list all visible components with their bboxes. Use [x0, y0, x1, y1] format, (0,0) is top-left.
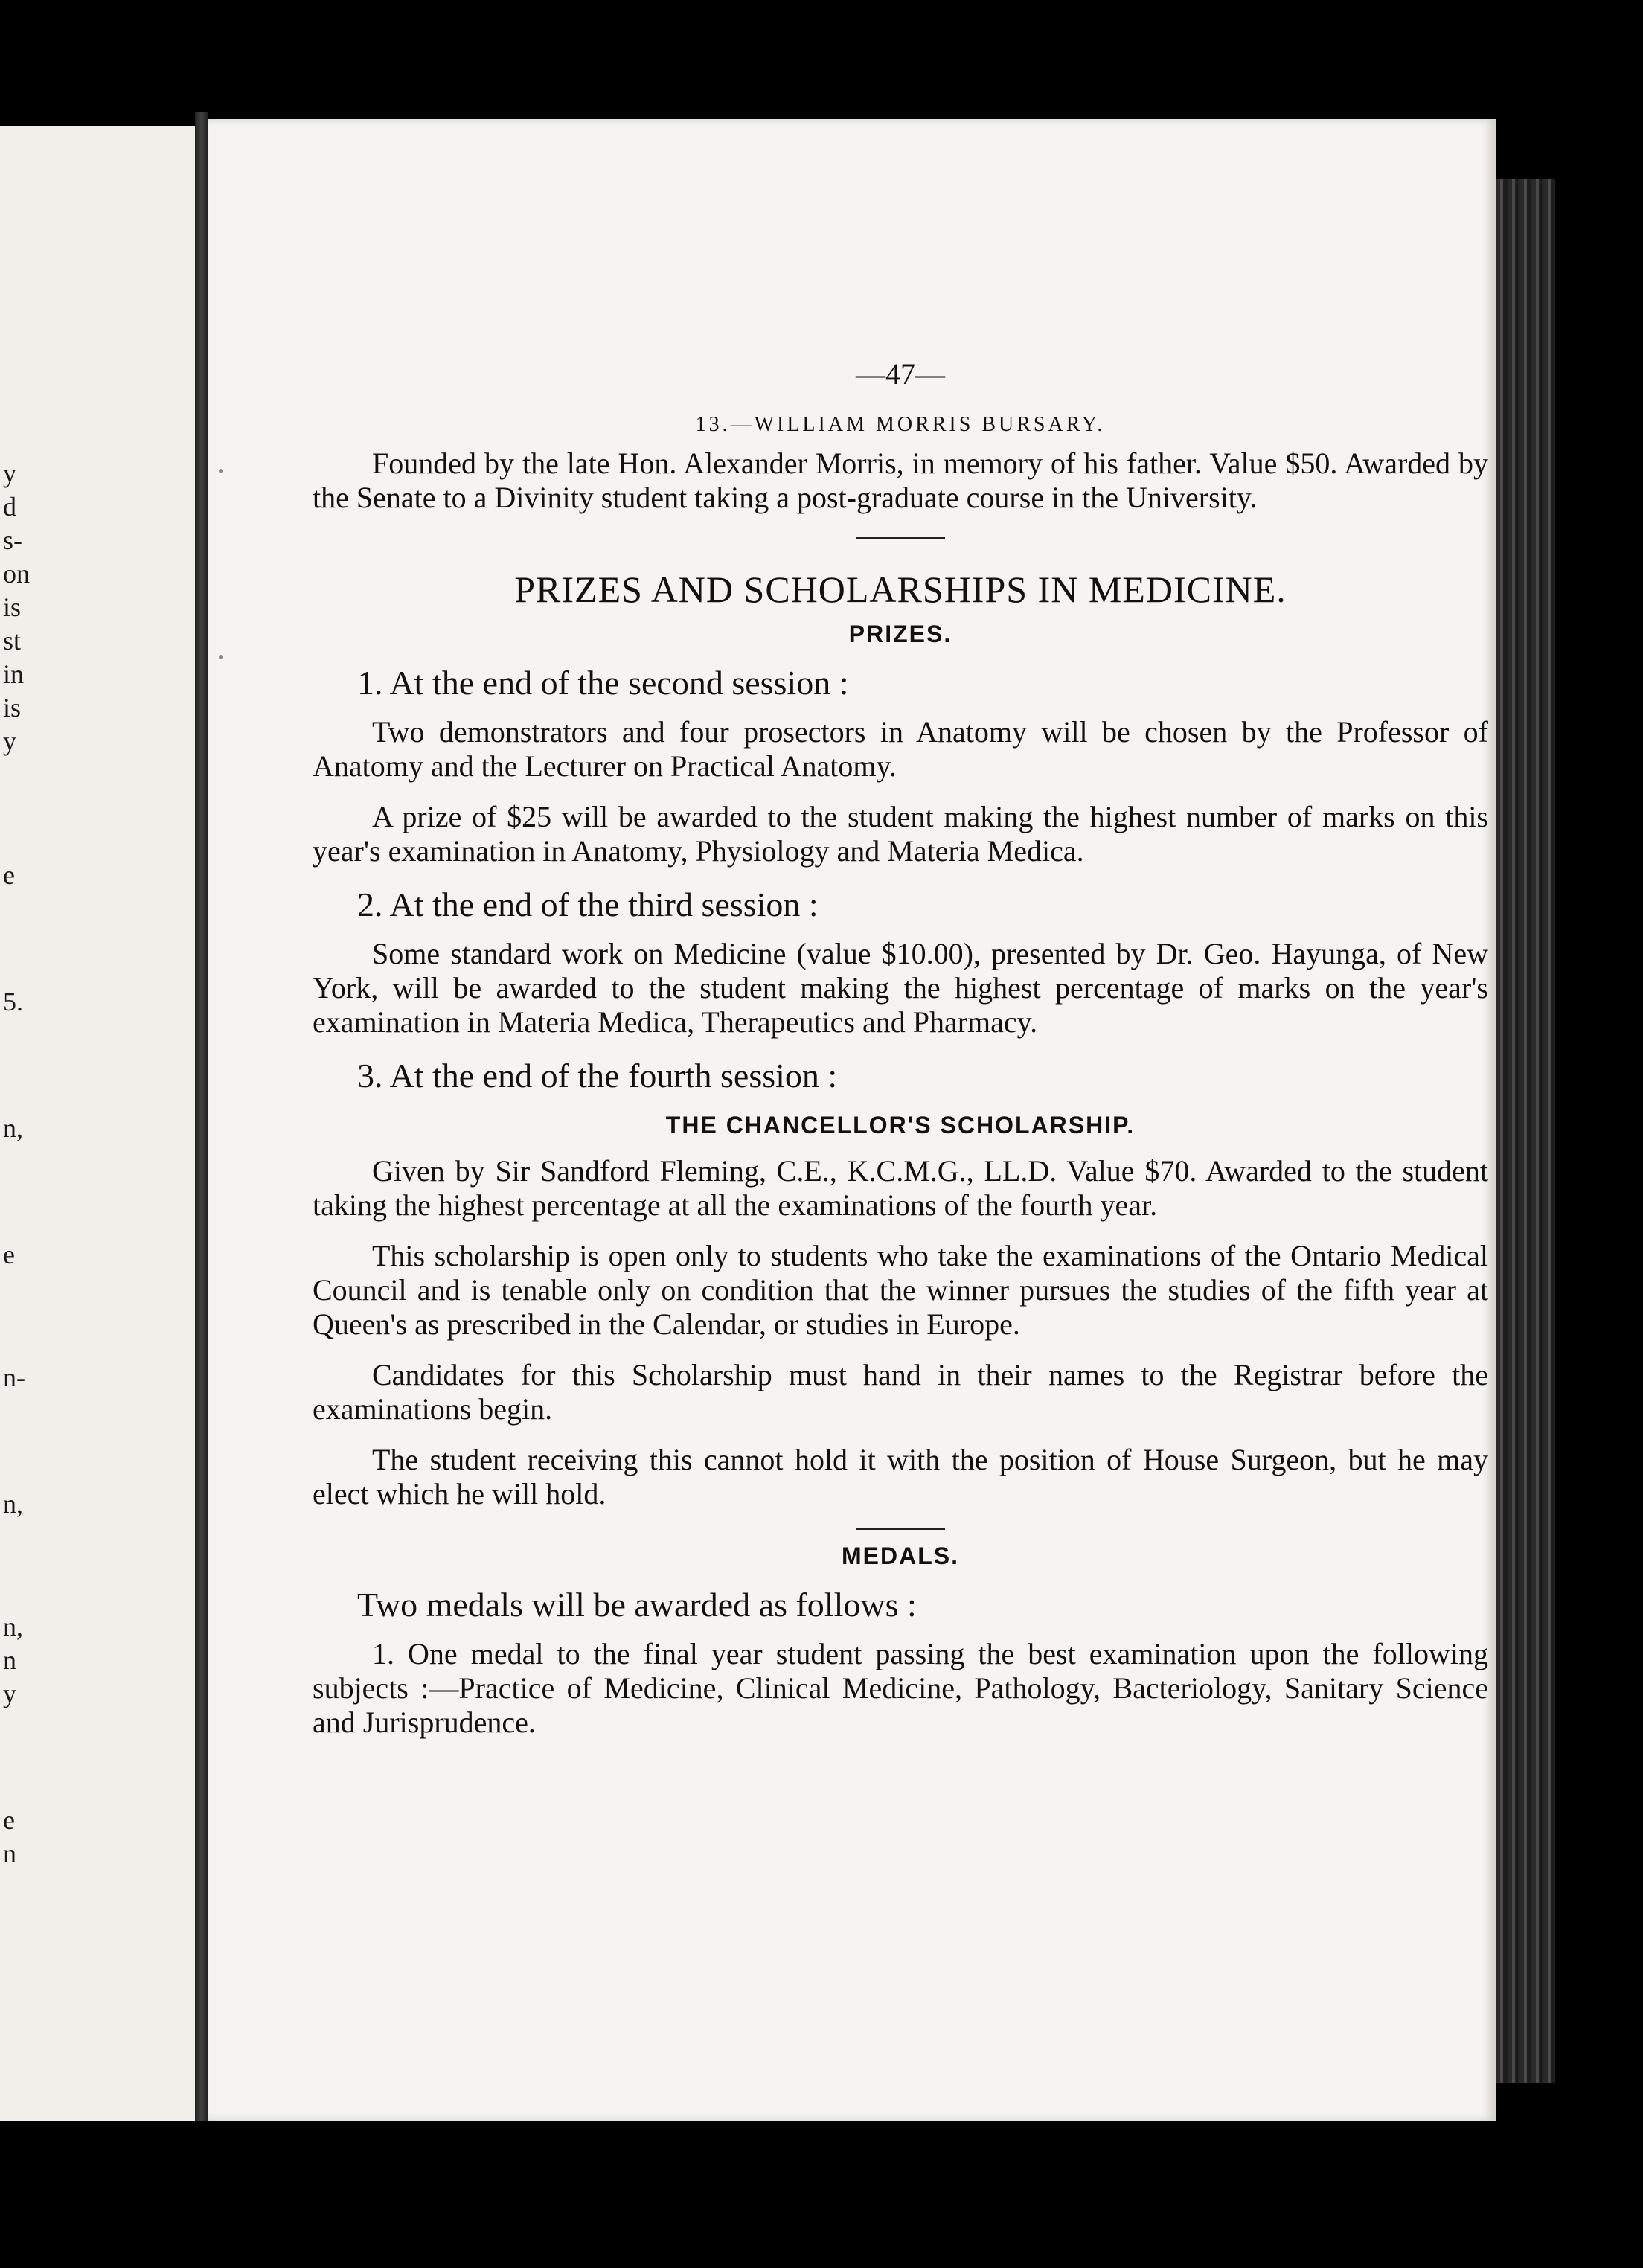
left-fragment: d [3, 492, 16, 522]
left-page [0, 126, 195, 2121]
left-fragment: is [3, 592, 22, 622]
left-fragment: y [3, 1679, 16, 1708]
left-fragment: n [3, 1839, 16, 1868]
medal-item-1: 1. One medal to the final year student passing the best examination upon the following subjects :—Practice of Medicine, Clinical Medicine, Pathology, Bacteriology, Sanitary Science and Jurisprudence. [313, 1637, 1488, 1739]
left-fragment: st [3, 626, 22, 656]
right-page [208, 119, 1496, 2121]
left-fragment: e [3, 860, 15, 890]
binding-hole [219, 469, 223, 473]
chancellor-paragraph: The student receiving this cannot hold it with the position of House Surgeon, but he may elect which he will hold. [313, 1443, 1488, 1511]
chancellor-paragraph: This scholarship is open only to students who take the examinations of the Ontario Medical Council and is tenable only on condition that the winner pursues the studies of the fifth year at Queen's as prescribed in the Calendar, or studies in Europe. [313, 1239, 1488, 1341]
chancellor-paragraph: Given by Sir Sandford Fleming, C.E., K.C.M.G., LL.D. Value $70. Awarded to the student taking the highest percentage at all the examinations of the fourth year. [313, 1154, 1488, 1222]
left-fragment: n, [3, 1612, 23, 1641]
page-number: —47— [856, 357, 945, 391]
session-1-paragraph: Two demonstrators and four prosectors in Anatomy will be chosen by the Professor of Anatomy and the Lecturer on Practical Anatomy. [313, 715, 1488, 783]
left-fragment: e [3, 1240, 15, 1269]
session-2-heading: 2. At the end of the third session : [357, 885, 819, 923]
left-fragment: y [3, 458, 16, 488]
left-fragment: n- [3, 1362, 25, 1392]
section-rule [856, 1528, 945, 1530]
left-fragment: is [3, 693, 22, 723]
page-stack-edge [1496, 179, 1555, 2083]
left-fragment: 5. [3, 987, 23, 1016]
medals-heading: MEDALS. [842, 1543, 959, 1569]
session-1-paragraph: A prize of $25 will be awarded to the student making the highest number of marks on this year's examination in Anatomy, Physiology and Materia Medica. [313, 800, 1488, 868]
left-fragment: n [3, 1645, 16, 1675]
medicine-section-title: PRIZES AND SCHOLARSHIPS IN MEDICINE. [514, 568, 1287, 610]
left-fragment: e [3, 1805, 15, 1835]
left-fragment: n, [3, 1113, 23, 1143]
left-fragment: in [3, 659, 25, 689]
session-3-heading: 3. At the end of the fourth session : [357, 1057, 838, 1095]
session-1-heading: 1. At the end of the second session : [357, 664, 849, 702]
section-rule [856, 537, 945, 539]
chancellor-scholarship-heading: THE CHANCELLOR'S SCHOLARSHIP. [665, 1112, 1136, 1138]
bursary-heading: 13.—WILLIAM MORRIS BURSARY. [695, 413, 1106, 436]
medals-lead: Two medals will be awarded as follows : [357, 1586, 917, 1624]
left-fragment: s- [3, 525, 22, 555]
left-fragment: n, [3, 1489, 23, 1519]
left-fragment: on [3, 559, 30, 589]
book-gutter [195, 112, 208, 2121]
chancellor-paragraph: Candidates for this Scholarship must hand in their names to the Registrar before the examinations begin. [313, 1358, 1488, 1426]
prizes-heading: PRIZES. [848, 621, 952, 647]
left-fragment: y [3, 726, 16, 756]
session-2-paragraph: Some standard work on Medicine (value $10.00), presented by Dr. Geo. Hayunga, of New York, will be awarded to the student making the highest percentage of marks on the year's examination in Materia Medica, Therapeutics and Pharmacy. [313, 937, 1488, 1039]
binding-hole [219, 655, 223, 659]
page-content [313, 357, 1488, 1756]
bursary-text: Founded by the late Hon. Alexander Morris, in memory of his father. Value $50. Awarded by the Senate to a Divinity student taking a post-graduate course in the University. [313, 446, 1488, 514]
